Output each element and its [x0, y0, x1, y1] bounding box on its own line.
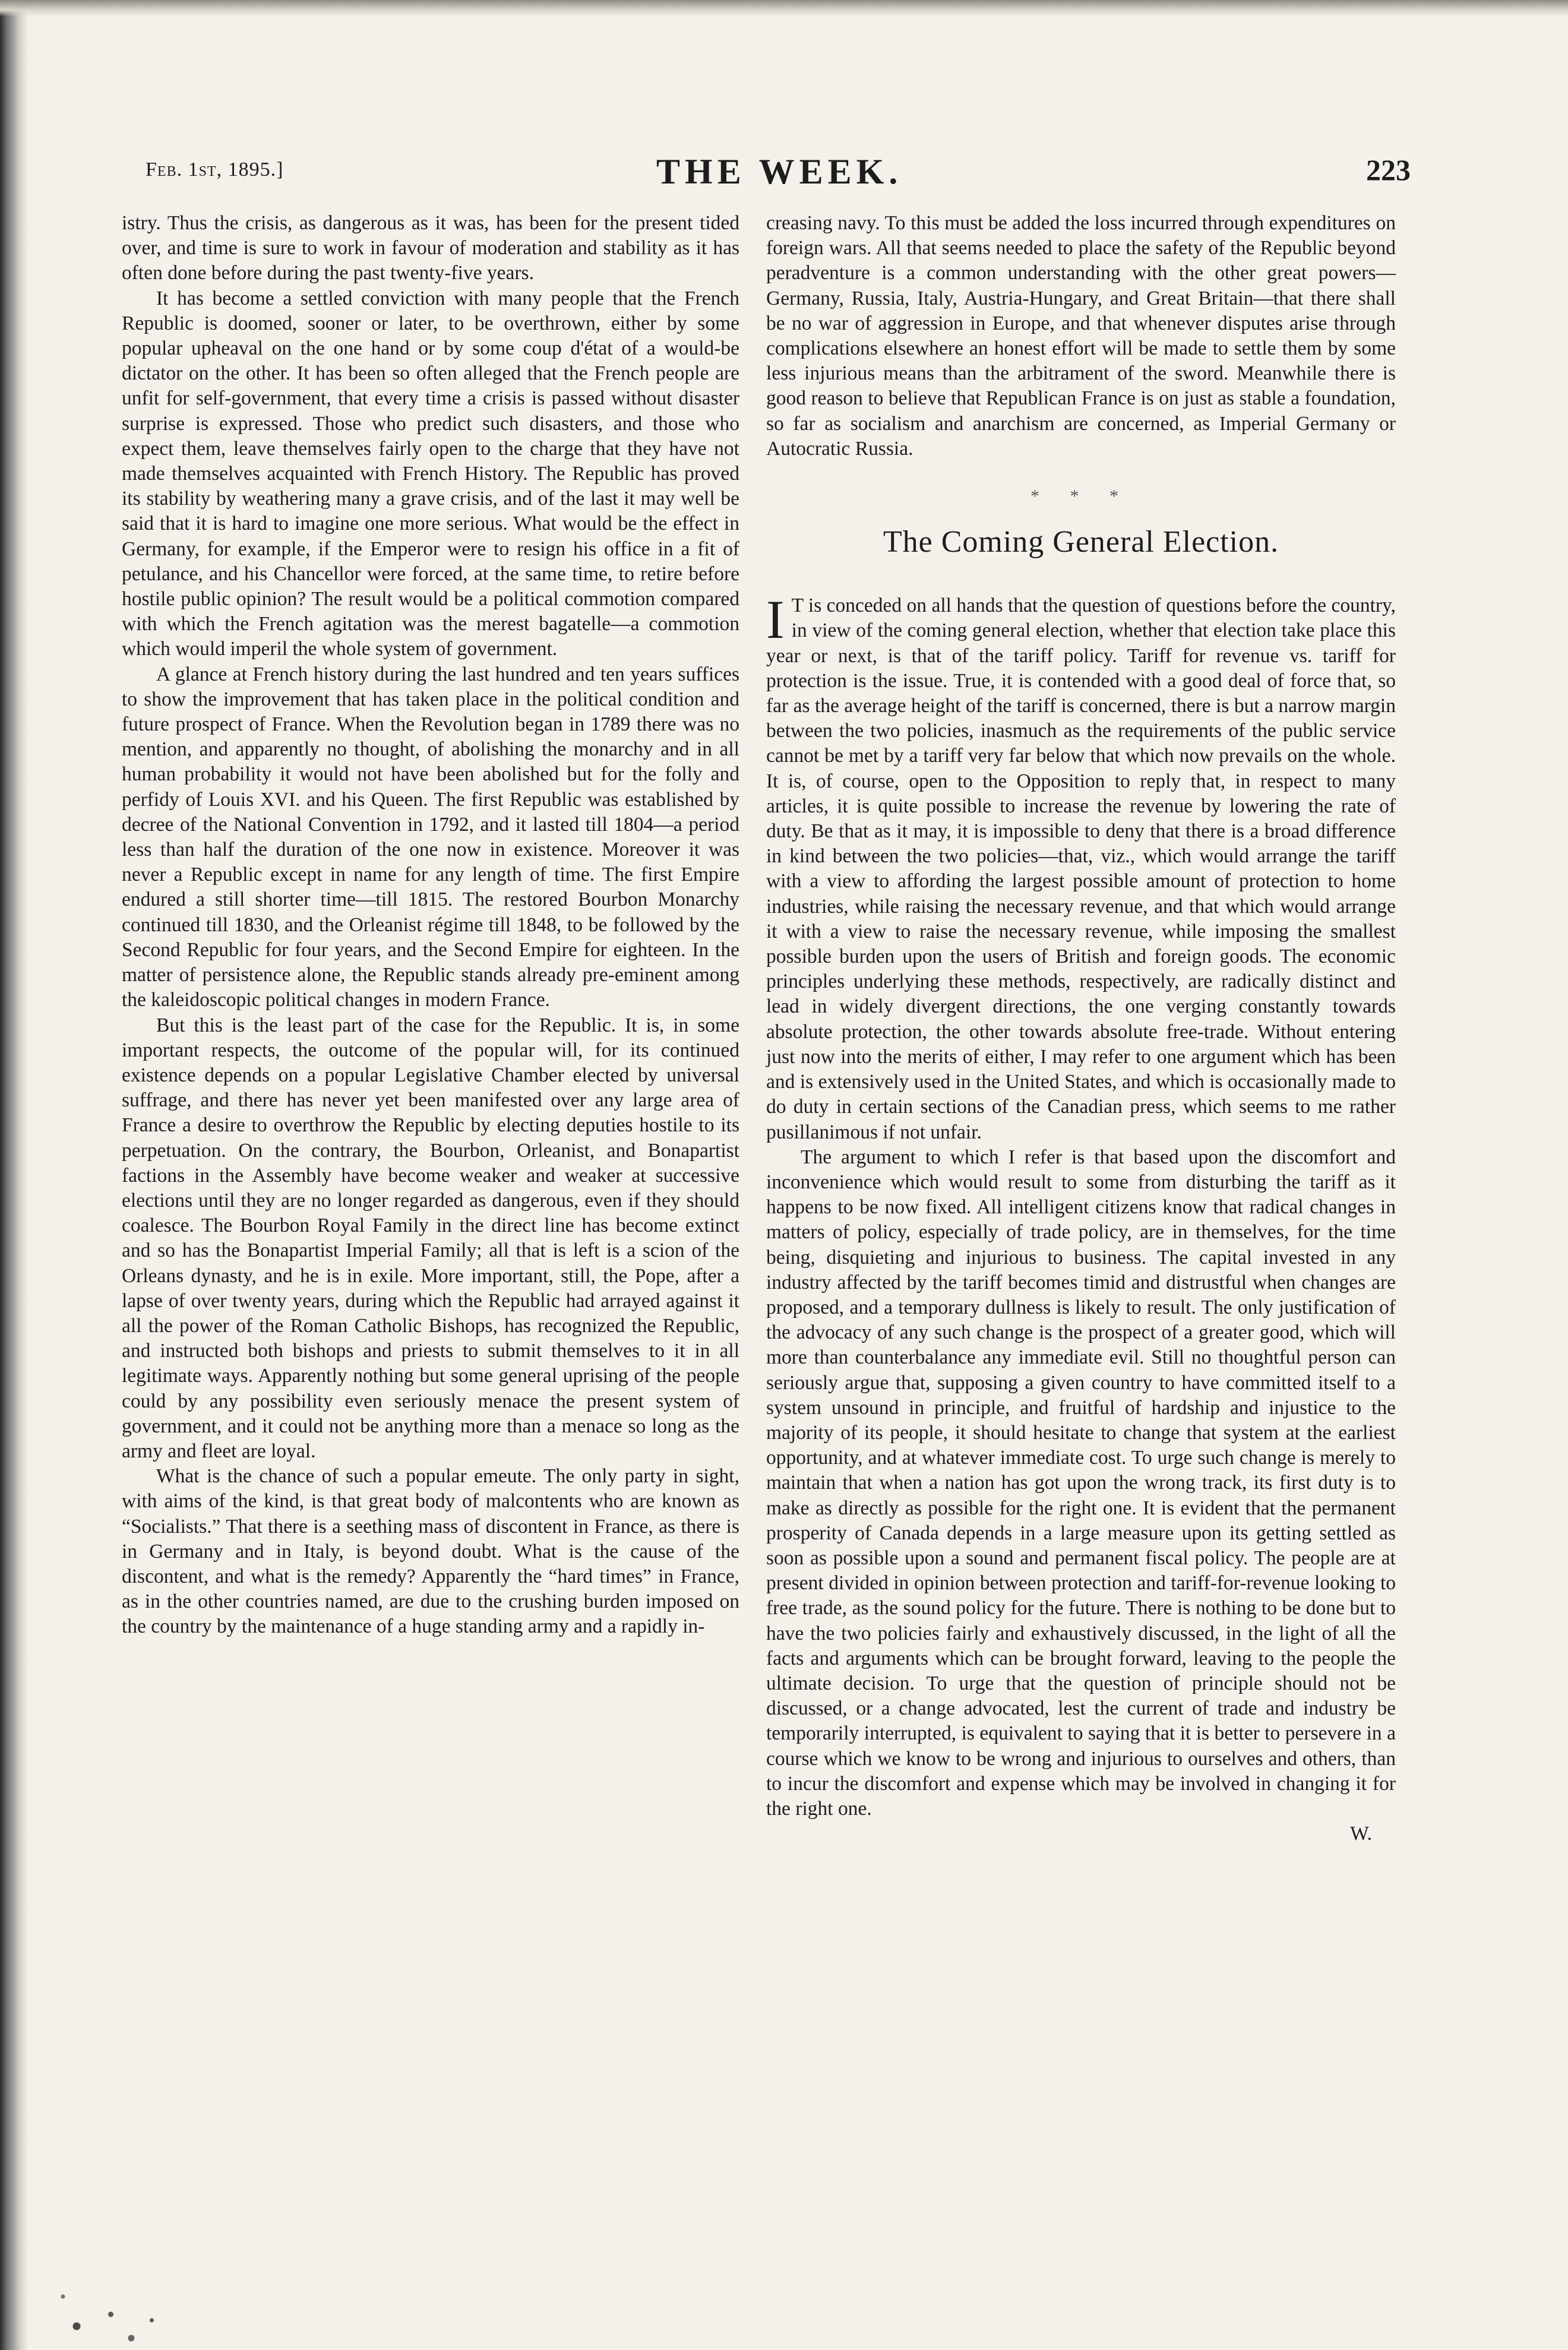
scan-specks: [36, 2231, 172, 2350]
section-separator: * * *: [1030, 486, 1131, 507]
paragraph: But this is the least part of the case for the Republic. It is, in some important respects, the outcome of the popular will, for its continued existence depends on a popular Legislative Chamber elected by universal suffrage, and there has never yet been manifested over any large area of France a desire to overthrow the Republic by electing deputies hostile to its perpetuation. On the contrary, the Bourbon, Orleanist, and Bonapartist factions in the Assembly have become weaker and weaker at successive elections until they are no longer regarded as dangerous, even if they should coalesce. The Bourbon Royal Family in the direct line has become extinct and so has the Bonapartist Imperial Family; all that is left is a scion of the Orleans dynasty, and he is in exile. More important, still, the Pope, after a lapse of over twenty years, during which the Republic had arrayed against it all the power of the Roman Catholic Bishops, has recognized the Republic, and instructed both bishops and priests to submit themselves to it in all legitimate ways. Apparently nothing but some general uprising of the people could by any possibility even seriously menace the present system of government, and it could not be anything more than a menace so long as the army and fleet are loyal.: [122, 1014, 739, 1462]
publication-title: THE WEEK.: [656, 152, 903, 191]
paragraph: It has become a settled conviction with many people that the French Republic is doomed, sooner or later, to be overthrown, either by some popular upheaval on the one hand or by some coup d'état of a would-be dictator on the other. It has been so often alleged that the French people are unfit for self-government, that every time a crisis is passed without disaster surprise is expressed. Those who predict such disasters, and those who expect them, leave themselves fairly open to the charge that they have not made themselves acquainted with French History. The Republic has proved its stability by weathering many a grave crisis, and of the last it may well be said that it is hard to imagine one more serious. What would be the effect in Germany, for example, if the Emperor were to resign his office in a fit of petulance, and his Chancellor were forced, at the same time, to retire before hostile public opinion? The result would be a political commotion compared with which the French agitation was the merest bagatelle—a commotion which would imperil the whole system of government.: [122, 287, 739, 660]
article-title: The Coming General Election.: [883, 525, 1279, 559]
paragraph: istry. Thus the crisis, as dangerous as it was, has been for the present tided over, and time is sure to work in favour of moderation and stability as it has often done before during the past twenty-five years.: [122, 212, 739, 284]
paragraph-text: T is conceded on all hands that the question of questions before the country, in view of the coming general election, whether that election take place this year or next, is that of the tariff policy. Tariff for revenue vs. tariff for protection is the issue. True, it is contended with a good deal of force that, so far as the average height of the tariff is concerned, there is but a narrow margin between the two policies, inasmuch as the requirements of the public service cannot be met by a tariff very far below that which now prevails on the whole. It is, of course, open to the Opposition to reply that, in respect to many articles, it is quite possible to increase the revenue by lowering the rate of duty. Be that as it may, it is impossible to deny that there is a broad difference in kind between the two policies—that, viz., which would arrange the tariff with a view to affording the largest possible amount of protection to home industries, while raising the necessary revenue, and that which would arrange it with a view to raise the necessary revenue, while imposing the smallest possible burden upon the users of British and foreign goods. The economic principles underlying these methods, respectively, are radically distinct and lead in widely divergent directions, the one verging constantly towards absolute protection, the other towards absolute free-trade. Without entering just now into the merits of either, I may refer to one argument which has been and is extensively used in the United States, and which is occasionally made to do duty in certain sections of the Canadian press, which seems to me rather pusillanimous if not unfair.: [766, 594, 1396, 1143]
drop-cap: I: [766, 589, 785, 650]
paragraph: The argument to which I refer is that based upon the discomfort and inconvenience which would result to some from disturbing the tariff as it happens to be now fixed. All intelligent citizens know that radical changes in matters of policy, especially of trade policy, are in themselves, for the time being, disquieting and injurious to business. The capital invested in any industry affected by the tariff becomes timid and distrustful when changes are proposed, and a temporary dullness is likely to result. The only justification of the advocacy of any such change is the prospect of a greater good, which will more than counterbalance any immediate evil. Still no thoughtful person can seriously argue that, supposing a given country to have committed itself to a system unsound in principle, and fruitful of hardship and injustice to the majority of its people, it should hesitate to change that system at the earliest opportunity, and at whatever immediate cost. To urge such change is merely to maintain that when a nation has got upon the wrong track, its first duty is to make as directly as possible for the right one. It is evident that the permanent prosperity of Canada depends in a large measure upon its getting settled as soon as possible upon a sound and permanent fiscal policy. The people are at present divided in opinion between protection and tariff-for-revenue looking to free trade, as the sound policy for the future. There is nothing to be done but to have the two policies fairly and exhaustively discussed, in the light of all the facts and arguments which can be brought forward, leaving to the people the ultimate decision. To urge that the question of principle should not be discussed, or a change advocated, lest the current of trade and industry be temporarily interrupted, is equivalent to saying that it is better to persevere in a course which we know to be wrong and injurious to ourselves and others, than to incur the discomfort and expense which may be involved in changing it for the right one.: [766, 1146, 1396, 1820]
right-column: [766, 211, 1396, 1846]
left-column: [122, 211, 739, 1640]
scan-top-edge: [0, 0, 1568, 17]
paragraph: A glance at French history during the last hundred and ten years suffices to show the improvement that has taken place in the political condition and future prospect of France. When the Revolution began in 1789 there was no mention, and apparently no thought, of abolishing the monarchy and in all human probability it would not have been abolished but for the folly and perfidy of Louis XVI. and his Queen. The first Republic was established by decree of the National Convention in 1792, and it lasted till 1804—a period less than half the duration of the one now in existence. Moreover it was never a Republic except in name for any length of time. The first Empire endured a still shorter time—till 1815. The restored Bourbon Monarchy continued till 1830, and the Orleanist régime till 1848, to be followed by the Second Republic for four years, and the Second Empire for eighteen. In the matter of persistence alone, the Republic stands already pre-eminent among the kaleidoscopic political changes in modern France.: [122, 663, 739, 1011]
running-head: [146, 151, 1411, 193]
paragraph: [766, 589, 1396, 1144]
paragraph-continuation: creasing navy. To this must be added the loss incurred through expenditures on foreign wars. All that seems needed to place the safety of the Republic beyond peradventure is a common understanding with the other great powers—Germany, Russia, Italy, Austria-Hungary, and Great Britain—that there shall be no war of aggression in Europe, and that whenever disputes arise through complications elsewhere an honest effort will be made to settle them by some less injurious means than the arbitrament of the sword. Meanwhile there is good reason to believe that Republican France is on just as stable a foundation, so far as socialism and anarchism are concerned, as Imperial Germany or Autocratic Russia.: [766, 212, 1396, 460]
page-number: 223: [1366, 153, 1411, 186]
author-signature: W.: [1350, 1823, 1372, 1845]
scan-binding-edge: [0, 0, 29, 2350]
issue-date: Feb. 1st, 1895.]: [146, 159, 284, 181]
paragraph: What is the chance of such a popular emeute. The only party in sight, with aims of the kind, is that great body of malcontents who are known as “Socialists.” That there is a seething mass of discontent in France, as there is in Germany and in Italy, is beyond doubt. What is the cause of the discontent, and what is the remedy? Apparently the “hard times” in France, as in the other countries named, are due to the crushing burden imposed on the country by the maintenance of a huge standing army and a rapidly in-: [122, 1465, 739, 1638]
